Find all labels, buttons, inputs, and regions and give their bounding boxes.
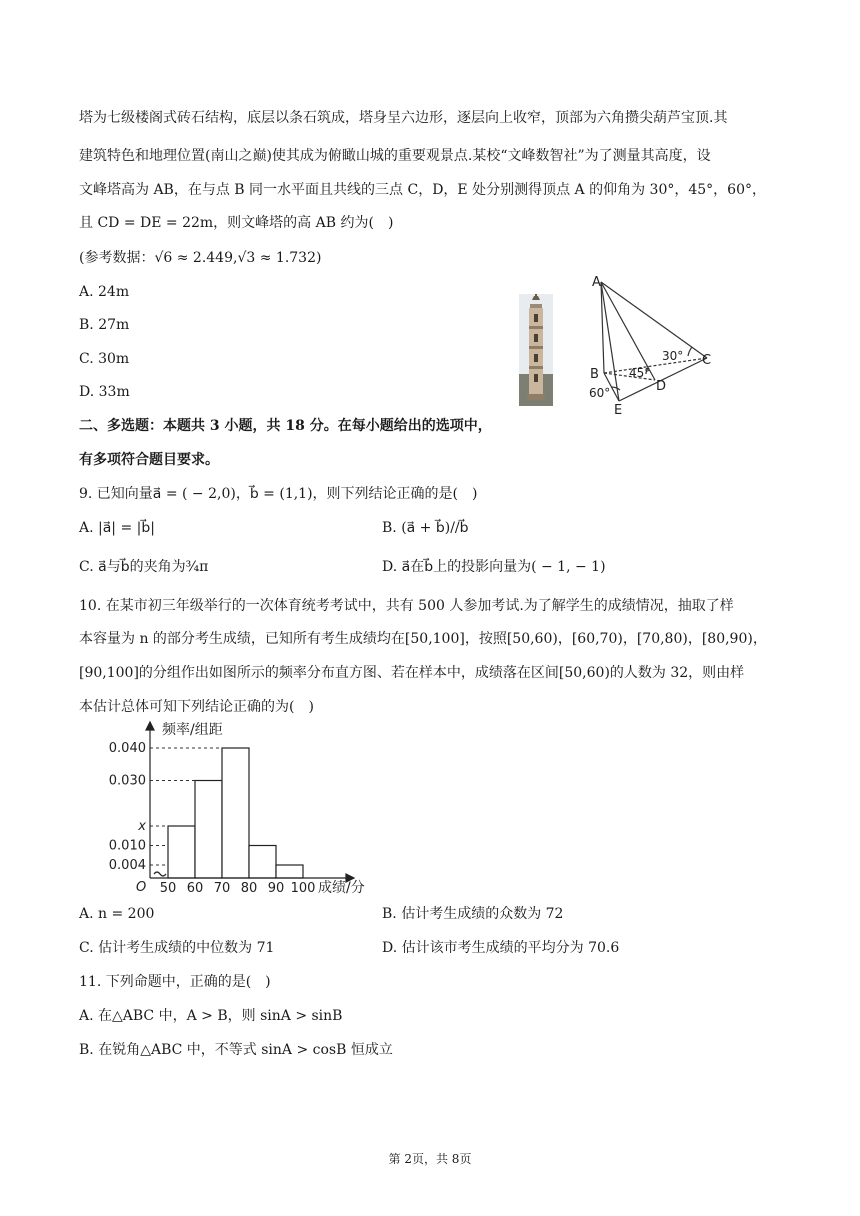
angle-d-label: 45° xyxy=(629,366,651,380)
q8-stem-line-3: 文峰塔高为 AB，在与点 B 同一水平面且共线的三点 C，D，E 处分别测得顶点 A 的仰角为 30°，45°，60°， xyxy=(79,182,766,198)
histogram-bar-90-100 xyxy=(276,865,303,878)
q8-option-a: A. 24m xyxy=(79,284,130,300)
edge-ac xyxy=(601,282,707,358)
x-tick-label: 70 xyxy=(213,881,231,896)
label-e: E xyxy=(614,403,623,418)
section-2-heading: 二、多选题：本题共 3 小题，共 18 分。在每小题给出的选项中， xyxy=(79,418,492,434)
q9-option-b: B. (a⃗ + b⃗)//b⃗ xyxy=(382,520,469,536)
angle-c-label: 30° xyxy=(662,349,684,363)
q9-stem: 9. 已知向量a⃗ = ( − 2,0)，b⃗ = (1,1)，则下列结论正确的是( ) xyxy=(79,486,478,502)
x-tick-label: 60 xyxy=(186,881,204,896)
label-d: D xyxy=(656,379,667,394)
q10-stem-line-2: 本容量为 n 的部分考生成绩，已知所有考生成绩均在[50,100]，按照[50,60)，[60,70)，[70,80)，[80,90)， xyxy=(79,631,767,647)
y-tick-label: 0.040 xyxy=(108,741,146,756)
q9-option-d: D. a⃗在b⃗上的投影向量为( − 1, − 1) xyxy=(382,559,606,575)
q10-option-d: D. 估计该市考生成绩的平均分为 70.6 xyxy=(382,940,620,956)
q8-stem-line-1: 塔为七级楼阁式砖石结构，底层以条石筑成，塔身呈六边形，逐层向上收窄，顶部为六角攒尖葫芦宝顶.其 xyxy=(79,110,728,126)
axis-break xyxy=(154,872,166,876)
y-axis-label: 频率/组距 xyxy=(162,722,223,738)
page-footer: 第 2页，共 8页 xyxy=(388,1152,472,1166)
q8-stem-line-4: 且 CD = DE = 22m，则文峰塔的高 AB 约为( ) xyxy=(79,215,394,231)
x-tick-label: 50 xyxy=(159,881,177,896)
y-tick-label: 0.030 xyxy=(108,773,146,789)
histogram-bar-70-80 xyxy=(222,748,249,878)
q9-option-c: C. a⃗与b⃗的夹角为¾π xyxy=(79,559,209,575)
geometry-figure xyxy=(580,270,720,420)
section-2-heading-cont: 有多项符合题目要求。 xyxy=(79,452,219,468)
histogram-bar-50-60 xyxy=(168,826,195,878)
angle-e-label: 60° xyxy=(589,386,611,400)
label-c: C xyxy=(702,353,712,368)
label-a: A xyxy=(592,275,601,290)
q9-option-a: A. |a⃗| = |b⃗| xyxy=(79,520,155,536)
q10-option-a: A. n = 200 xyxy=(79,906,155,922)
q8-reference: (参考数据：√6 ≈ 2.449,√3 ≈ 1.732) xyxy=(79,250,322,266)
y-tick-label: x xyxy=(138,819,146,834)
tower-photo xyxy=(519,294,553,406)
q11-option-a: A. 在△ABC 中，A > B，则 sinA > sinB xyxy=(79,1008,343,1024)
q10-option-c: C. 估计考生成绩的中位数为 71 xyxy=(79,940,275,956)
label-b: B xyxy=(590,367,599,382)
q11-option-b: B. 在锐角△ABC 中，不等式 sinA > cosB 恒成立 xyxy=(79,1042,393,1058)
q8-option-b: B. 27m xyxy=(79,317,130,333)
q8-option-c: C. 30m xyxy=(79,351,130,367)
q10-stem-line-3: [90,100]的分组作出如图所示的频率分布直方图、若在样本中，成绩落在区间[50,60)的人数为 32，则由样 xyxy=(79,665,745,681)
frequency-histogram xyxy=(100,718,390,898)
q8-option-d: D. 33m xyxy=(79,384,130,400)
x-tick-label: 100 xyxy=(290,881,316,896)
q8-stem-line-2: 建筑特色和地理位置(南山之巅)使其成为俯瞰山城的重要观景点.某校“文峰数智社”为了测量其高度，设 xyxy=(79,148,711,164)
origin-label: O xyxy=(136,880,147,895)
x-tick-label: 80 xyxy=(240,881,258,896)
y-tick-label: 0.004 xyxy=(108,858,146,873)
y-tick-label: 0.010 xyxy=(108,838,146,854)
q10-stem-line-1: 10. 在某市初三年级举行的一次体育统考考试中，共有 500 人参加考试.为了解学生的成绩情况，抽取了样 xyxy=(79,598,734,614)
q10-stem-line-4: 本估计总体可知下列结论正确的为( ) xyxy=(79,699,314,715)
x-axis-label: 成绩/分 xyxy=(318,880,365,896)
q11-stem: 11. 下列命题中，正确的是( ) xyxy=(79,974,271,990)
x-tick-label: 90 xyxy=(267,881,285,896)
histogram-bar-60-70 xyxy=(195,781,222,879)
histogram-bar-80-90 xyxy=(249,846,276,879)
y-axis-arrow xyxy=(146,722,154,730)
q10-option-b: B. 估计考生成绩的众数为 72 xyxy=(382,906,564,922)
